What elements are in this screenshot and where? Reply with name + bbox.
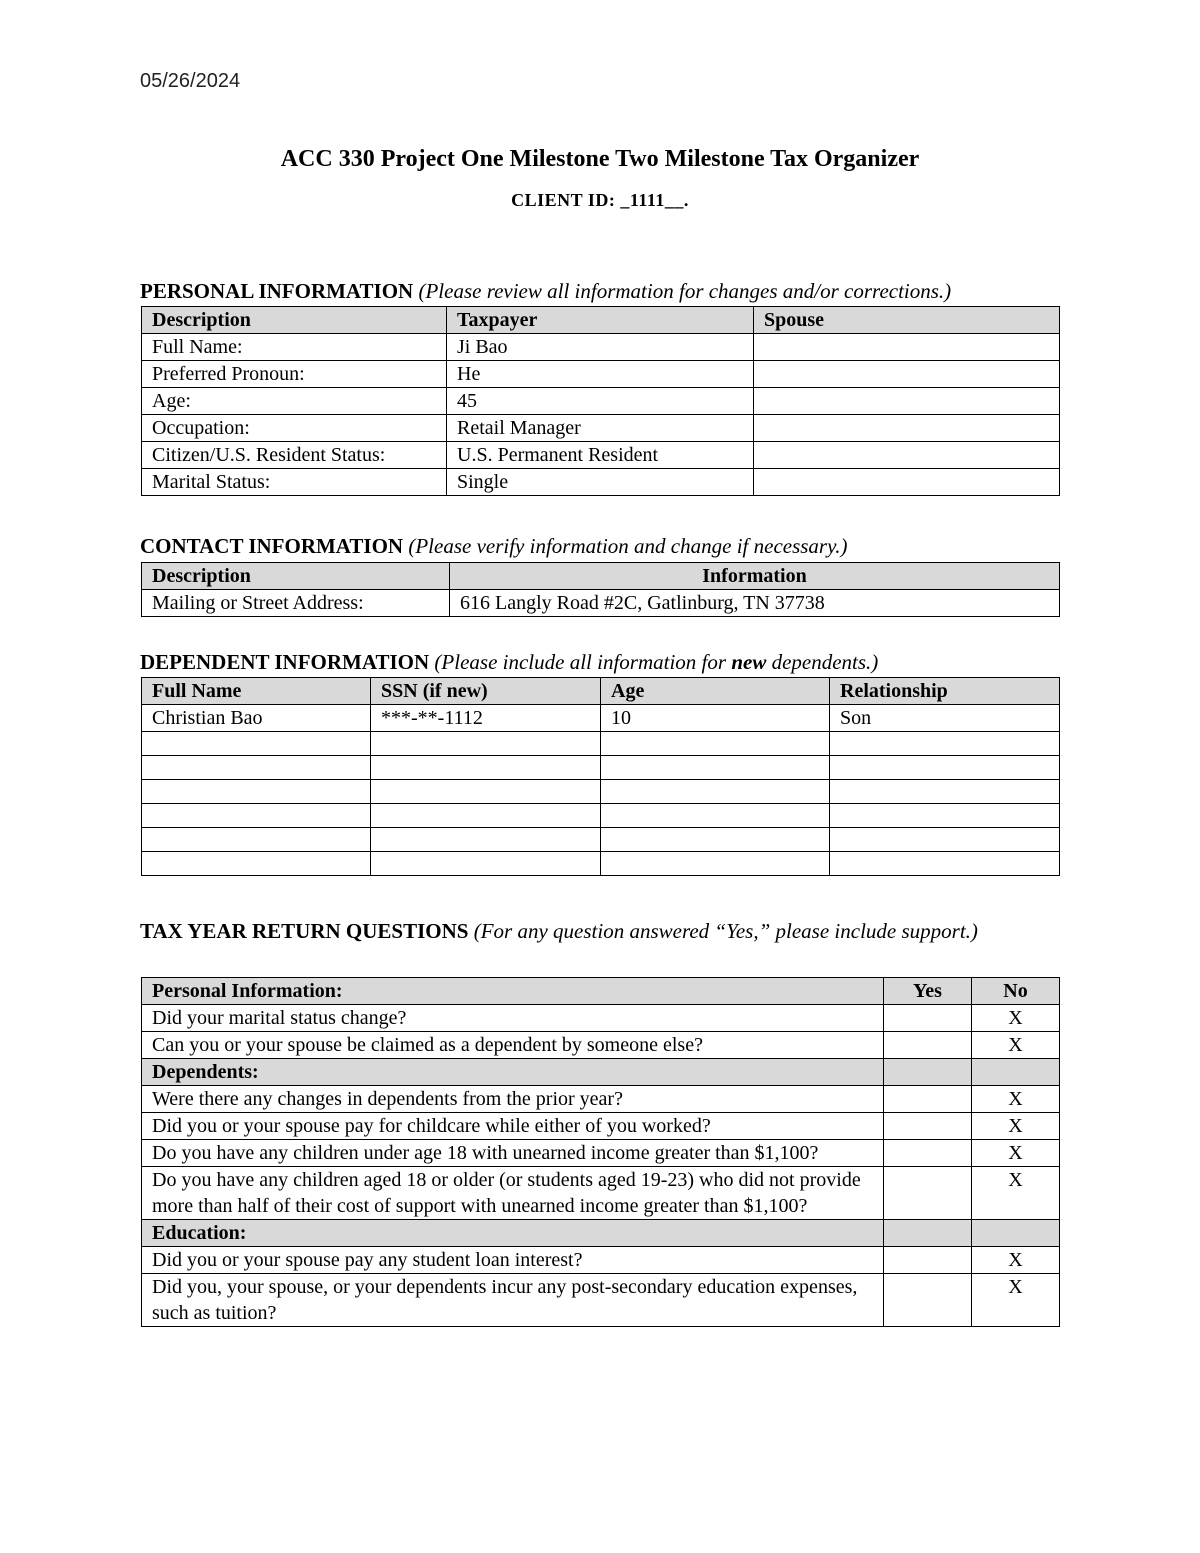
column-header: Description (142, 563, 450, 590)
page-title: ACC 330 Project One Milestone Two Milestone Tax Organizer (280, 146, 920, 172)
client-id (0, 190, 1200, 211)
taxpayer-value[interactable]: Single (447, 469, 754, 496)
dependent-note-emphasis: new (731, 650, 767, 674)
dependent-name[interactable]: Christian Bao (142, 705, 371, 732)
section-label: Dependents: (142, 1059, 884, 1086)
dependent-age[interactable]: 10 (601, 705, 830, 732)
spouse-value[interactable] (754, 334, 1060, 361)
questions-heading (140, 917, 1060, 946)
question-text: Did you or your spouse pay for childcare while either of you worked? (142, 1113, 884, 1140)
question-text: Were there any changes in dependents from the prior year? (142, 1086, 884, 1113)
yes-cell[interactable] (884, 1086, 972, 1113)
question-row (142, 1140, 1060, 1167)
table-row (142, 828, 1060, 852)
dependent-relationship[interactable]: Son (830, 705, 1060, 732)
table-header-row (142, 978, 1060, 1005)
dependent-ssn[interactable] (371, 732, 601, 756)
table-row (142, 334, 1060, 361)
empty-cell (884, 1220, 972, 1247)
spouse-value[interactable] (754, 361, 1060, 388)
column-header: Age (601, 678, 830, 705)
section-row-dependents (142, 1059, 1060, 1086)
dependent-age[interactable] (601, 732, 830, 756)
dependent-relationship[interactable] (830, 756, 1060, 780)
column-header: Taxpayer (447, 307, 754, 334)
dependent-age[interactable] (601, 852, 830, 876)
question-text: Do you have any children aged 18 or older (or students aged 19-23) who did not provide more than half of their cost of support with unearned income greater than $1,100? (142, 1167, 884, 1220)
question-text: Did you, your spouse, or your dependents incur any post-secondary education expenses, such as tuition? (142, 1274, 884, 1327)
yes-cell[interactable] (884, 1247, 972, 1274)
column-header: Information (450, 563, 1060, 590)
table-header-row (142, 307, 1060, 334)
question-text: Did you or your spouse pay any student loan interest? (142, 1247, 884, 1274)
row-label: Citizen/U.S. Resident Status: (142, 442, 447, 469)
table-row (142, 590, 1060, 617)
no-cell[interactable]: X (972, 1032, 1060, 1059)
contact-info-heading (140, 532, 1060, 561)
row-label: Marital Status: (142, 469, 447, 496)
question-row (142, 1167, 1060, 1220)
dependent-ssn[interactable]: ***-**-1112 (371, 705, 601, 732)
spouse-value[interactable] (754, 469, 1060, 496)
table-row (142, 469, 1060, 496)
row-label: Age: (142, 388, 447, 415)
dependent-ssn[interactable] (371, 804, 601, 828)
dependent-age[interactable] (601, 804, 830, 828)
column-header: Description (142, 307, 447, 334)
dependent-relationship[interactable] (830, 828, 1060, 852)
dependent-name[interactable] (142, 732, 371, 756)
column-header: Spouse (754, 307, 1060, 334)
contact-info-table (141, 562, 1060, 617)
personal-info-heading (140, 277, 1060, 306)
table-header-row (142, 678, 1060, 705)
no-cell[interactable]: X (972, 1113, 1060, 1140)
dependent-ssn[interactable] (371, 852, 601, 876)
question-row (142, 1086, 1060, 1113)
question-row (142, 1005, 1060, 1032)
dependent-relationship[interactable] (830, 804, 1060, 828)
spouse-value[interactable] (754, 388, 1060, 415)
column-header: SSN (if new) (371, 678, 601, 705)
table-row (142, 732, 1060, 756)
row-label: Preferred Pronoun: (142, 361, 447, 388)
empty-cell (972, 1059, 1060, 1086)
dependent-age[interactable] (601, 756, 830, 780)
table-row (142, 852, 1060, 876)
table-row (142, 361, 1060, 388)
yes-cell[interactable] (884, 1167, 972, 1220)
empty-cell (972, 1220, 1060, 1247)
question-row (142, 1274, 1060, 1327)
table-row (142, 756, 1060, 780)
personal-info-title: PERSONAL INFORMATION (140, 279, 414, 303)
table-row (142, 388, 1060, 415)
dependent-relationship[interactable] (830, 852, 1060, 876)
question-row (142, 1032, 1060, 1059)
question-row (142, 1113, 1060, 1140)
yes-cell[interactable] (884, 1113, 972, 1140)
table-row (142, 804, 1060, 828)
column-header: Relationship (830, 678, 1060, 705)
no-cell[interactable]: X (972, 1086, 1060, 1113)
dependent-info-title: DEPENDENT INFORMATION (140, 650, 430, 674)
taxpayer-value[interactable]: 45 (447, 388, 754, 415)
taxpayer-value[interactable]: Ji Bao (447, 334, 754, 361)
table-row (142, 780, 1060, 804)
dependent-info-heading (140, 648, 1060, 677)
dependent-ssn[interactable] (371, 828, 601, 852)
address-value[interactable]: 616 Langly Road #2C, Gatlinburg, TN 37738 (450, 590, 1060, 617)
yes-cell[interactable] (884, 1032, 972, 1059)
column-header-no: No (972, 978, 1060, 1005)
dependent-info-table (141, 677, 1060, 876)
no-cell[interactable]: X (972, 1005, 1060, 1032)
spouse-value[interactable] (754, 442, 1060, 469)
row-label: Mailing or Street Address: (142, 590, 450, 617)
contact-info-note: (Please verify information and change if necessary.) (408, 534, 848, 558)
dependent-name[interactable] (142, 828, 371, 852)
dependent-ssn[interactable] (371, 756, 601, 780)
column-header: Full Name (142, 678, 371, 705)
column-header-yes: Yes (884, 978, 972, 1005)
questions-note: (For any question answered “Yes,” please include support.) (473, 919, 978, 943)
dependent-note-end: dependents.) (766, 650, 879, 674)
table-row (142, 705, 1060, 732)
client-id-label: CLIENT ID: (511, 190, 616, 210)
dependent-name[interactable] (142, 780, 371, 804)
dependent-age[interactable] (601, 780, 830, 804)
no-cell[interactable]: X (972, 1247, 1060, 1274)
question-text: Can you or your spouse be claimed as a dependent by someone else? (142, 1032, 884, 1059)
questions-title: TAX YEAR RETURN QUESTIONS (140, 919, 469, 943)
dependent-info-note (434, 650, 878, 674)
dependent-relationship[interactable] (830, 732, 1060, 756)
taxpayer-value[interactable]: He (447, 361, 754, 388)
row-label: Occupation: (142, 415, 447, 442)
spouse-value[interactable] (754, 415, 1060, 442)
no-cell[interactable]: X (972, 1167, 1060, 1220)
question-text: Did your marital status change? (142, 1005, 884, 1032)
no-cell[interactable]: X (972, 1274, 1060, 1327)
section-label: Education: (142, 1220, 884, 1247)
dependent-relationship[interactable] (830, 780, 1060, 804)
personal-info-table (141, 306, 1060, 496)
table-header-row (142, 563, 1060, 590)
dependent-ssn[interactable] (371, 780, 601, 804)
yes-cell[interactable] (884, 1140, 972, 1167)
no-cell[interactable]: X (972, 1140, 1060, 1167)
client-id-value: _1111__. (620, 190, 689, 210)
taxpayer-value[interactable]: U.S. Permanent Resident (447, 442, 754, 469)
personal-info-note: (Please review all information for changes and/or corrections.) (418, 279, 952, 303)
row-label: Full Name: (142, 334, 447, 361)
table-row (142, 442, 1060, 469)
dependent-age[interactable] (601, 828, 830, 852)
section-header-personal: Personal Information: (142, 978, 884, 1005)
questions-table (141, 977, 1060, 1327)
yes-cell[interactable] (884, 1005, 972, 1032)
taxpayer-value[interactable]: Retail Manager (447, 415, 754, 442)
dependent-name[interactable] (142, 804, 371, 828)
section-row-education (142, 1220, 1060, 1247)
question-row (142, 1247, 1060, 1274)
dependent-name[interactable] (142, 756, 371, 780)
dependent-note-start: (Please include all information for (434, 650, 732, 674)
empty-cell (884, 1059, 972, 1086)
yes-cell[interactable] (884, 1274, 972, 1327)
question-text: Do you have any children under age 18 with unearned income greater than $1,100? (142, 1140, 884, 1167)
contact-info-title: CONTACT INFORMATION (140, 534, 404, 558)
dependent-name[interactable] (142, 852, 371, 876)
document-date: 05/26/2024 (140, 70, 241, 92)
table-row (142, 415, 1060, 442)
